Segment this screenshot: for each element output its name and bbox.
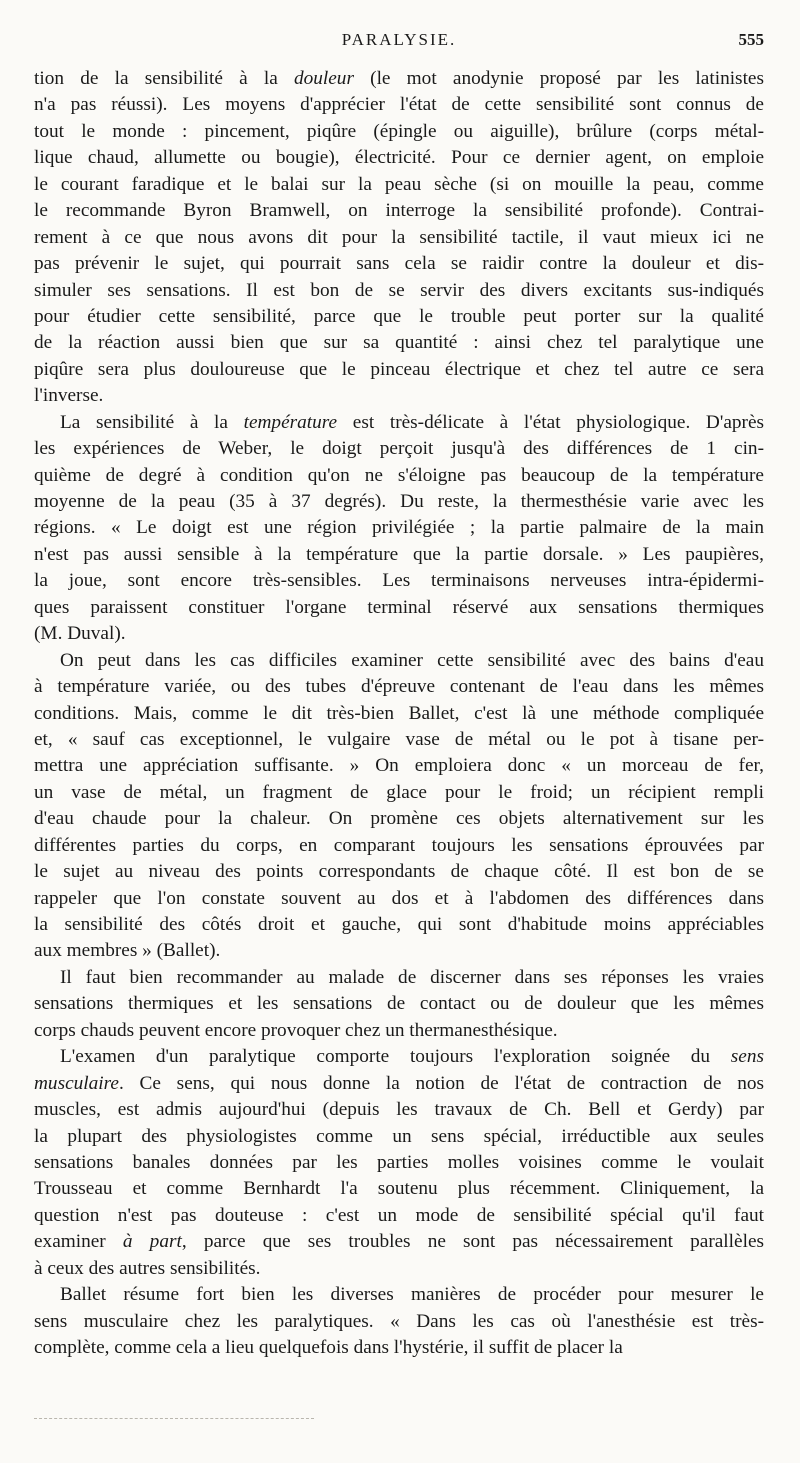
text-line bbox=[34, 965, 764, 991]
text-run: et, « sauf cas exceptionnel, le vulgaire vase de métal ou le pot à tisane per- bbox=[34, 728, 764, 750]
text-run: examiner bbox=[34, 1231, 123, 1253]
text-run: l'inverse. bbox=[34, 385, 104, 407]
text-line bbox=[34, 436, 764, 462]
text-run: rappeler que l'on constate souvent au dos et à l'abdomen des différences dans bbox=[34, 887, 764, 909]
page-header bbox=[34, 30, 764, 54]
text-run: la plupart des physiologistes comme un sens spécial, irréductible aux seules bbox=[34, 1125, 764, 1147]
italic-text: douleur bbox=[293, 68, 354, 89]
text-line bbox=[34, 1097, 764, 1123]
text-line bbox=[34, 119, 764, 145]
text-run: lique chaud, allumette ou bougie), électricité. Pour ce dernier agent, on emploie bbox=[34, 147, 764, 169]
text-run: muscles, est admis aujourd'hui (depuis les travaux de Ch. Bell et Gerdy) par bbox=[34, 1099, 764, 1121]
text-run: n'est pas aussi sensible à la température que la partie dorsale. » Les paupières, bbox=[34, 543, 764, 565]
italic-text: température bbox=[243, 411, 338, 433]
text-run: n'a pas réussi). Les moyens d'apprécier l'état de cette sensibilité sont connus de bbox=[34, 94, 764, 116]
text-line bbox=[34, 251, 764, 277]
text-line bbox=[34, 357, 764, 383]
text-line bbox=[34, 542, 764, 568]
text-run: , parce que ses troubles ne sont pas nécessairement parallèles bbox=[181, 1231, 764, 1253]
text-run: rement à ce que nous avons dit pour la sensibilité tactile, il vaut mieux ici ne bbox=[34, 226, 764, 248]
text-line bbox=[34, 304, 764, 330]
paragraph bbox=[34, 66, 764, 410]
text-run: à température variée, ou des tubes d'épreuve contenant de l'eau dans les mêmes bbox=[34, 676, 764, 698]
paragraph bbox=[34, 965, 764, 1044]
text-line bbox=[34, 383, 764, 409]
text-line bbox=[34, 727, 764, 753]
text-line bbox=[34, 886, 764, 912]
footer-rule bbox=[34, 1418, 314, 1419]
text-run: quième de degré à condition qu'on ne s'éloigne pas beaucoup de la température bbox=[34, 464, 764, 486]
italic-text: sens bbox=[730, 1046, 764, 1068]
text-run: pas prévenir le sujet, qui pourrait sans cela se raidir contre la douleur et dis- bbox=[34, 253, 764, 275]
text-run: conditions. Mais, comme le dit très-bien Ballet, c'est là une méthode compliquée bbox=[34, 702, 764, 724]
text-run: d'eau chaude pour la chaleur. On promène ces objets alternativement sur les bbox=[34, 808, 764, 830]
italic-text: à part bbox=[122, 1231, 182, 1253]
running-title: PARALYSIE. bbox=[341, 30, 457, 49]
text-run: (le mot anodynie proposé par les latinistes bbox=[353, 68, 764, 89]
text-run: de la réaction aussi bien que sur sa quantité : ainsi chez tel paralytique une bbox=[34, 332, 764, 354]
text-line bbox=[34, 1150, 764, 1176]
text-line bbox=[34, 463, 764, 489]
text-run: piqûre sera plus douloureuse que le pinceau électrique et chez tel autre ce sera bbox=[34, 358, 764, 380]
text-line bbox=[34, 1124, 764, 1150]
text-line bbox=[34, 1229, 764, 1255]
text-line bbox=[34, 92, 764, 118]
text-line bbox=[34, 991, 764, 1017]
text-run: sensations thermiques et les sensations de contact ou de douleur que les mêmes bbox=[34, 993, 764, 1015]
text-run: Ballet résume fort bien les diverses manières de procéder pour mesurer le bbox=[60, 1284, 764, 1306]
text-run: L'examen d'un paralytique comporte toujours l'exploration soignée du bbox=[60, 1046, 731, 1068]
text-line bbox=[34, 568, 764, 594]
text-line bbox=[34, 674, 764, 700]
text-line bbox=[34, 833, 764, 859]
text-line bbox=[34, 1256, 764, 1282]
text-run: complète, comme cela a lieu quelquefois dans l'hystérie, il suffit de placer la bbox=[34, 1337, 623, 1358]
text-run: à ceux des autres sensibilités. bbox=[34, 1257, 261, 1279]
text-run: le sujet au niveau des points correspondants de chaque côté. Il est bon de se bbox=[34, 861, 764, 883]
text-line bbox=[34, 489, 764, 515]
text-line bbox=[34, 621, 764, 647]
text-line bbox=[34, 1071, 764, 1097]
text-line bbox=[34, 1044, 764, 1070]
text-line bbox=[34, 515, 764, 541]
text-line bbox=[34, 1335, 764, 1361]
text-run: tion de la sensibilité à la bbox=[34, 68, 294, 89]
text-line bbox=[34, 1309, 764, 1335]
paragraph bbox=[34, 648, 764, 965]
text-run: la sensibilité des côtés droit et gauche, qui sont d'habitude moins appréciables bbox=[34, 914, 764, 935]
text-run: . Ce sens, qui nous donne la notion de l'état de contraction de nos bbox=[118, 1072, 764, 1094]
paragraph bbox=[34, 410, 764, 648]
text-run: question n'est pas douteuse : c'est un mode de sensibilité spécial qu'il faut bbox=[34, 1204, 764, 1226]
text-line bbox=[34, 145, 764, 171]
text-run: différentes parties du corps, en comparant toujours les sensations éprouvées par bbox=[34, 834, 764, 856]
text-line bbox=[34, 859, 764, 885]
text-run: ques paraissent constituer l'organe terminal réservé aux sensations thermiques bbox=[34, 596, 764, 618]
text-run: Il faut bien recommander au malade de discerner dans ses réponses les vraies bbox=[60, 966, 764, 988]
paragraph bbox=[34, 1282, 764, 1361]
italic-text: musculaire bbox=[34, 1072, 119, 1094]
text-line bbox=[34, 172, 764, 198]
text-run: la joue, sont encore très-sensibles. Les terminaisons nerveuses intra-épidermi- bbox=[34, 570, 764, 592]
text-line bbox=[34, 225, 764, 251]
text-run: sensations banales données par les parties molles voisines comme le voulait bbox=[34, 1151, 764, 1173]
text-run: Trousseau et comme Bernhardt l'a soutenu plus récemment. Cliniquement, la bbox=[34, 1178, 764, 1200]
text-line bbox=[34, 806, 764, 832]
text-line bbox=[34, 595, 764, 621]
text-line bbox=[34, 912, 764, 938]
text-line bbox=[34, 1018, 764, 1044]
text-line bbox=[34, 780, 764, 806]
paragraph bbox=[34, 1044, 764, 1282]
text-run: est très-délicate à l'état physiologique. D'après bbox=[337, 411, 764, 433]
text-line bbox=[34, 938, 764, 964]
text-line bbox=[34, 753, 764, 779]
text-run: mettra une appréciation suffisante. » On emploiera donc « un morceau de fer, bbox=[34, 755, 764, 777]
text-run: (M. Duval). bbox=[34, 623, 126, 645]
text-line bbox=[34, 1176, 764, 1202]
text-run: aux membres » (Ballet). bbox=[34, 940, 221, 962]
text-line bbox=[34, 1203, 764, 1229]
text-line bbox=[34, 701, 764, 727]
text-run: régions. « Le doigt est une région privilégiée ; la partie palmaire de la main bbox=[34, 517, 764, 539]
text-line bbox=[34, 66, 764, 92]
text-run: moyenne de la peau (35 à 37 degrés). Du reste, la thermesthésie varie avec les bbox=[34, 491, 764, 512]
text-line bbox=[34, 1282, 764, 1308]
text-run: le courant faradique et le balai sur la peau sèche (si on mouille la peau, comme bbox=[34, 173, 764, 195]
text-run: les expériences de Weber, le doigt perçoit jusqu'à des différences de 1 cin- bbox=[34, 438, 764, 460]
text-run: La sensibilité à la bbox=[60, 411, 244, 433]
text-run: un vase de métal, un fragment de glace pour le froid; un récipient rempli bbox=[34, 781, 764, 803]
text-line bbox=[34, 278, 764, 304]
page-number: 555 bbox=[738, 30, 764, 49]
text-run: corps chauds peuvent encore provoquer chez un thermanesthésique. bbox=[34, 1019, 558, 1041]
text-run: tout le monde : pincement, piqûre (épingle ou aiguille), brûlure (corps métal- bbox=[34, 120, 764, 142]
text-line bbox=[34, 410, 764, 436]
text-run: On peut dans les cas difficiles examiner cette sensibilité avec des bains d'eau bbox=[60, 649, 764, 671]
text-line bbox=[34, 198, 764, 224]
text-run: le recommande Byron Bramwell, on interroge la sensibilité profonde). Contrai- bbox=[34, 200, 764, 222]
text-line bbox=[34, 648, 764, 674]
text-run: simuler ses sensations. Il est bon de se servir des divers excitants sus-indiqués bbox=[34, 279, 764, 301]
text-run: sens musculaire chez les paralytiques. « Dans les cas où l'anesthésie est très- bbox=[34, 1310, 764, 1332]
text-run: pour étudier cette sensibilité, parce que le trouble peut porter sur la qualité bbox=[34, 305, 764, 327]
text-line bbox=[34, 330, 764, 356]
body-text bbox=[34, 66, 764, 1361]
